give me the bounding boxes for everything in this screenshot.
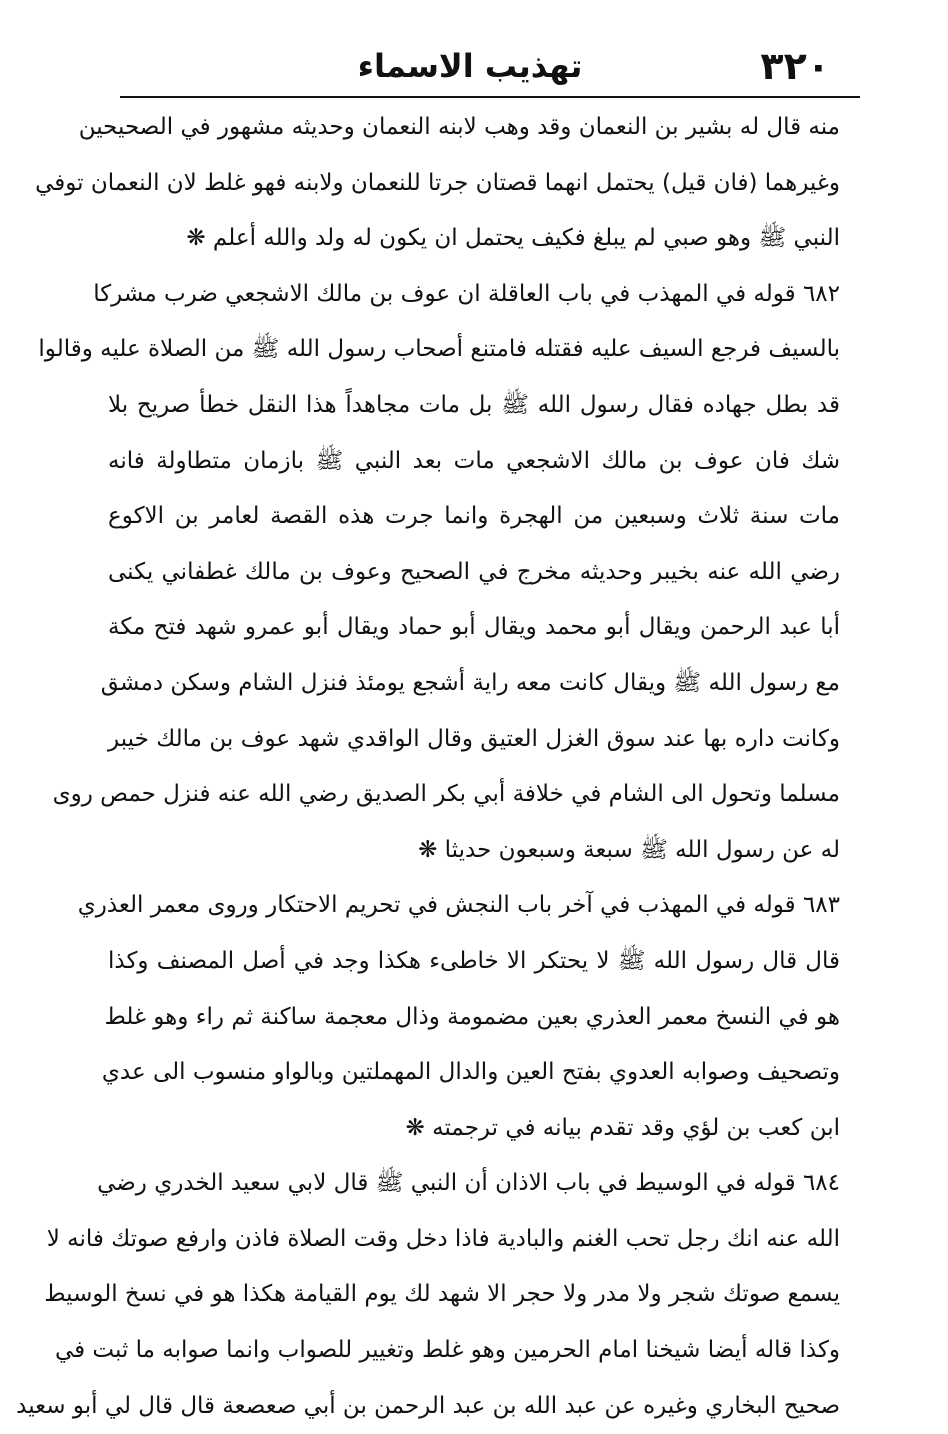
text-line: هو في النسخ معمر العذري بعين مضمومة وذال معجمة ساكنة ثم راء وهو غلط [104,1003,840,1030]
page-header [100,40,840,92]
text-line: ابن كعب بن لؤي وقد تقدم بيانه في ترجمته ❋ [405,1114,840,1141]
text-line: وغيرهما (فان قيل) يحتمل انهما قصتان جرتا للنعمان ولابنه فهو غلط لان النعمان توفي [35,169,840,196]
text-line: النبي ﷺ وهو صبي لم يبلغ فكيف يحتمل ان يكون له ولد والله أعلم ❋ [186,225,840,252]
text-line: وكذا قاله أيضا شيخنا امام الحرمين وهو غلط وتغيير للصواب وانما صوابه ما ثبت في [54,1337,840,1364]
text-line: له عن رسول الله ﷺ سبعة وسبعون حديثا ❋ [418,836,840,863]
entry-684-line: ٦٨٤ قوله في الوسيط في باب الاذان أن النبي ﷺ قال لابي سعيد الخدري رضي [97,1170,840,1197]
text-line: شك فان عوف بن مالك الاشجعي مات بعد النبي ﷺ بازمان متطاولة فانه [108,447,840,474]
text-line: الله عنه انك رجل تحب الغنم والبادية فاذا دخل وقت الصلاة فاذن وارفع صوتك فانه لا [46,1225,840,1252]
header-rule [120,96,860,98]
body-text [16,100,840,1434]
text-line: قال قال رسول الله ﷺ لا يحتكر الا خاطىء هكذا وجد في أصل المصنف وكذا [108,947,840,974]
page-number: ٣٢٠ [760,44,830,88]
text-line: يسمع صوتك شجر ولا مدر ولا حجر الا شهد لك يوم القيامة هكذا هو في نسخ الوسيط [44,1281,840,1308]
text-line: مع رسول الله ﷺ ويقال كانت معه راية أشجع يومئذ فنزل الشام وسكن دمشق [100,669,840,696]
text-line: قد بطل جهاده فقال رسول الله ﷺ بل مات مجاهداً هذا النقل خطأ صريح بلا [108,391,840,418]
text-line: بالسيف فرجع السيف عليه فقتله فامتنع أصحاب رسول الله ﷺ من الصلاة عليه وقالوا [38,336,840,363]
text-line: رضي الله عنه بخيبر وحديثه مخرج في الصحيح وعوف بن مالك غطفاني يكنى [108,558,840,585]
text-line: وكانت داره بها عند سوق الغزل العتيق وقال الواقدي شهد عوف بن مالك خيبر [108,725,840,752]
entry-683-line: ٦٨٣ قوله في المهذب في آخر باب النجش في تحريم الاحتكار وروى معمر العذري [77,892,840,919]
entry-682-line: ٦٨٢ قوله في المهذب في باب العاقلة ان عوف بن مالك الاشجعي ضرب مشركا [93,280,840,307]
text-line: منه قال له بشير بن النعمان وقد وهب لابنه النعمان وحديثه مشهور في الصحيحين [78,114,840,140]
text-line: أبا عبد الرحمن ويقال أبو محمد ويقال أبو حماد ويقال أبو عمرو شهد فتح مكة [108,614,840,641]
text-line: وتصحيف وصوابه العدوي بفتح العين والدال المهملتين وبالواو منسوب الى عدي [101,1059,840,1086]
text-line: مسلما وتحول الى الشام في خلافة أبي بكر الصديق رضي الله عنه فنزل حمص روى [52,781,840,808]
text-line: مات سنة ثلاث وسبعين من الهجرة وانما جرت هذه القصة لعامر بن الاكوع [108,503,840,530]
text-line: صحيح البخاري وغيره عن عبد الله بن عبد الرحمن بن أبي صعصعة قال قال لي أبو سعيد [16,1392,840,1419]
running-title: تهذيب الاسماء [357,47,583,85]
